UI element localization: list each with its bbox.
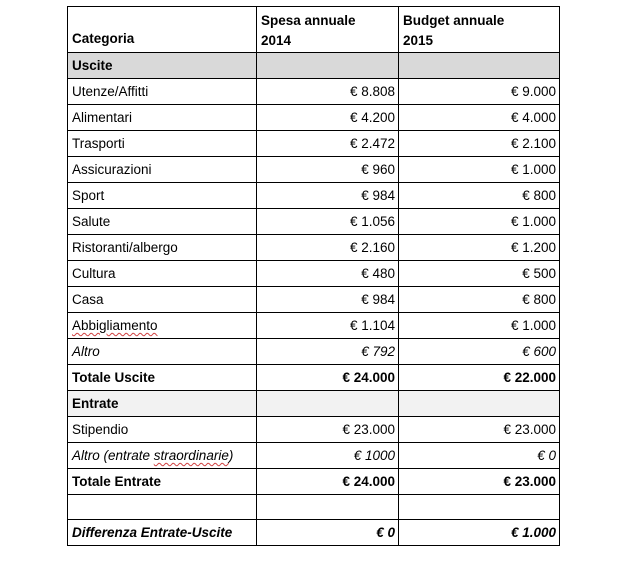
header-spesa-line2: 2014 [261, 33, 292, 48]
row-categoria: Assicurazioni [68, 157, 257, 183]
row-budget: € 0 [399, 443, 560, 469]
table-row [68, 209, 560, 235]
header-spesa [257, 7, 399, 53]
row-categoria: Cultura [68, 261, 257, 287]
row-categoria: Altro [68, 339, 257, 365]
empty-cell [257, 495, 399, 520]
budget-table [67, 6, 560, 546]
row-spesa: € 2.160 [257, 235, 399, 261]
total-spesa: € 24.000 [257, 469, 399, 495]
row-spesa: € 1000 [257, 443, 399, 469]
categoria-prefix: Altro (entrate [72, 448, 154, 463]
table-row [68, 417, 560, 443]
differenza-budget: € 1.000 [399, 520, 560, 546]
row-budget: € 9.000 [399, 79, 560, 105]
spellcheck-flagged-text: Abbigliamento [72, 318, 158, 333]
empty-cell [399, 53, 560, 79]
row-budget: € 23.000 [399, 417, 560, 443]
empty-cell [257, 53, 399, 79]
total-label: Totale Uscite [68, 365, 257, 391]
row-spesa: € 984 [257, 183, 399, 209]
row-spesa: € 4.200 [257, 105, 399, 131]
categoria-suffix: ) [228, 448, 234, 463]
row-spesa: € 1.056 [257, 209, 399, 235]
total-label: Totale Entrate [68, 469, 257, 495]
row-categoria: Stipendio [68, 417, 257, 443]
table-row [68, 131, 560, 157]
table-row [68, 183, 560, 209]
row-categoria: Alimentari [68, 105, 257, 131]
table-row [68, 287, 560, 313]
total-uscite-row [68, 365, 560, 391]
header-categoria: Categoria [68, 7, 257, 53]
section-uscite [68, 53, 560, 79]
empty-cell [399, 495, 560, 520]
blank-row [68, 495, 560, 520]
differenza-label: Differenza Entrate-Uscite [68, 520, 257, 546]
header-row [68, 7, 560, 53]
row-budget: € 1.200 [399, 235, 560, 261]
row-budget: € 2.100 [399, 131, 560, 157]
table-row [68, 339, 560, 365]
row-spesa: € 960 [257, 157, 399, 183]
table-row [68, 261, 560, 287]
table-row [68, 443, 560, 469]
row-categoria: Sport [68, 183, 257, 209]
spellcheck-flagged-text: straordinarie [153, 448, 229, 463]
section-label: Entrate [68, 391, 257, 417]
row-spesa: € 984 [257, 287, 399, 313]
total-budget: € 23.000 [399, 469, 560, 495]
table-row [68, 157, 560, 183]
row-categoria: Salute [68, 209, 257, 235]
header-budget-line2: 2015 [403, 33, 434, 48]
table-row [68, 235, 560, 261]
row-budget: € 1.000 [399, 313, 560, 339]
section-entrate [68, 391, 560, 417]
row-categoria: Utenze/Affitti [68, 79, 257, 105]
section-label: Uscite [68, 53, 257, 79]
differenza-row [68, 520, 560, 546]
budget-sheet [67, 6, 559, 546]
total-budget: € 22.000 [399, 365, 560, 391]
table-row [68, 105, 560, 131]
row-spesa: € 1.104 [257, 313, 399, 339]
row-categoria: Trasporti [68, 131, 257, 157]
differenza-spesa: € 0 [257, 520, 399, 546]
total-spesa: € 24.000 [257, 365, 399, 391]
row-budget: € 1.000 [399, 157, 560, 183]
total-entrate-row [68, 469, 560, 495]
row-spesa: € 792 [257, 339, 399, 365]
row-spesa: € 480 [257, 261, 399, 287]
row-budget: € 4.000 [399, 105, 560, 131]
empty-cell [257, 391, 399, 417]
empty-cell [399, 391, 560, 417]
table-row [68, 313, 560, 339]
empty-cell [68, 495, 257, 520]
row-budget: € 1.000 [399, 209, 560, 235]
header-spesa-line1: Spesa annuale [261, 13, 356, 28]
row-categoria: Ristoranti/albergo [68, 235, 257, 261]
row-spesa: € 2.472 [257, 131, 399, 157]
row-spesa: € 23.000 [257, 417, 399, 443]
row-budget: € 800 [399, 287, 560, 313]
row-budget: € 800 [399, 183, 560, 209]
row-budget: € 500 [399, 261, 560, 287]
row-budget: € 600 [399, 339, 560, 365]
row-categoria [68, 443, 257, 469]
row-categoria [68, 313, 257, 339]
table-row [68, 79, 560, 105]
header-budget-line1: Budget annuale [403, 13, 505, 28]
row-spesa: € 8.808 [257, 79, 399, 105]
header-budget [399, 7, 560, 53]
row-categoria: Casa [68, 287, 257, 313]
